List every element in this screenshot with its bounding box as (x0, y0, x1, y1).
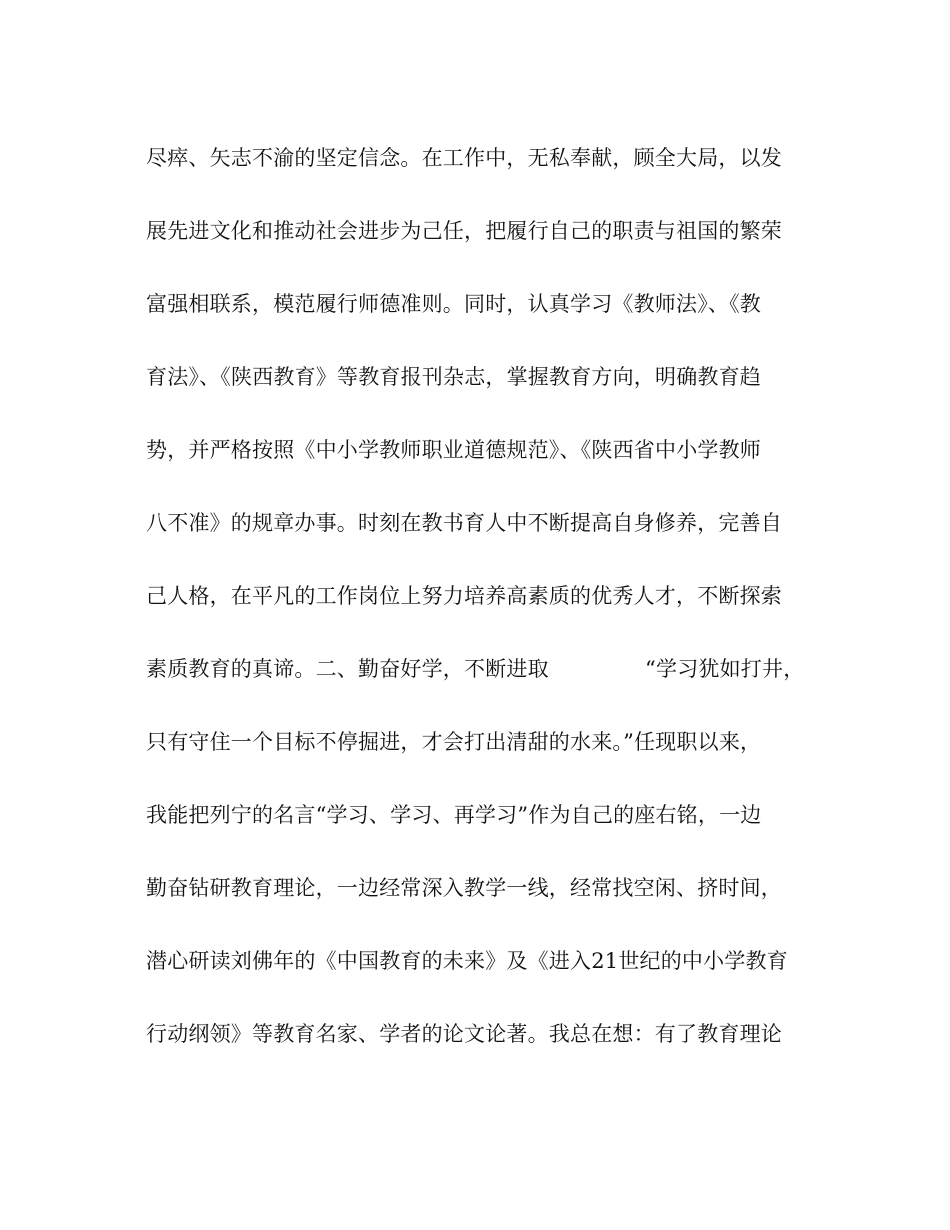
text-line: 势，并严格按照《中小学教师职业道德规范》、《陕西省中小学教师 (146, 438, 761, 462)
text-line: 育法》、《陕西教育》等教育报刊杂志，掌握教育方向，明确教育趋 (146, 365, 761, 389)
body-text (146, 138, 806, 1087)
text-line: 展先进文化和推动社会进步为己任，把履行自己的职责与祖国的繁荣 (146, 219, 782, 243)
text-line: 尽瘁、矢志不渝的坚定信念。在工作中，无私奉献，顾全大局，以发 (146, 146, 782, 170)
text-line: 富强相联系，模范履行师德准则。同时，认真学习《教师法》、《教 (146, 292, 761, 316)
text-line: 八不准》的规章办事。时刻在教书育人中不断提高自身修养，完善自 (146, 511, 782, 535)
text-line: 素质教育的真谛。二、勤奋好学，不断进取 “学习犹如打井， (146, 657, 805, 681)
text-line: 潜心研读刘佛年的《中国教育的未来》及《进入21世纪的中小学教育 (146, 949, 788, 973)
text-line: 我能把列宁的名言“学习、学习、再学习”作为自己的座右铭，一边 (146, 803, 762, 827)
text-line: 勤奋钻研教育理论，一边经常深入教学一线，经常找空闲、挤时间， (146, 876, 782, 900)
text-line: 只有守住一个目标不停掘进，才会打出清甜的水来。”任现职以来， (146, 730, 762, 754)
text-line: 行动纲领》等教育名家、学者的论文论著。我总在想：有了教育理论 (146, 1022, 782, 1046)
text-line: 己人格，在平凡的工作岗位上努力培养高素质的优秀人才，不断探索 (146, 584, 782, 608)
